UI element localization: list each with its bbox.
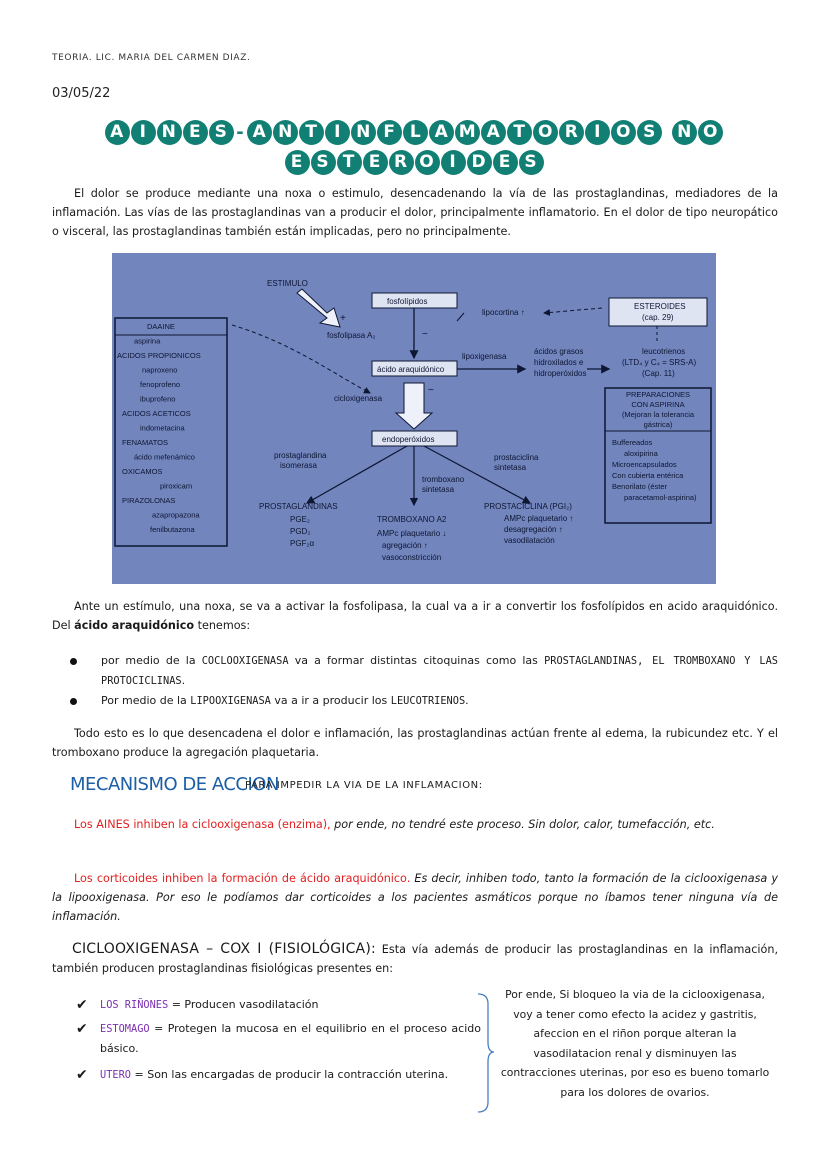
title-letter: S [311, 150, 336, 175]
paragraph-corticoides [52, 869, 778, 926]
fig-left-box-item: PIRAZOLONAS [122, 496, 176, 505]
side-note: Por ende, Si bloqueo la via de la ciclooxigenasa, voy a tener como efecto la acidez y gastritis, afeccion en el riñon porque alteran la vasodilatacion renal y disminuyen las contracciones uterinas, por eso es bueno tomarlo para los dolores de ovarios. [500, 988, 770, 1099]
fig-fosfolipidos: fosfolípidos [387, 297, 428, 306]
fig-left-box-item: DAAINE [147, 322, 175, 331]
author-header: TEORIA. LIC. MARIA DEL CARMEN DIAZ. [52, 53, 251, 63]
title-letter: E [493, 150, 518, 175]
check-item-utero [76, 1065, 481, 1085]
fig-prostac-sint-0: prostaciclina [494, 453, 539, 462]
prostaglandin-pathway-figure [112, 253, 716, 584]
fig-right-box-item: Benorilato (éster [612, 482, 668, 491]
title-letter: D [467, 150, 492, 175]
para2-text-a: Ante un estímulo, una noxa, se va a activar la fosfolipasa, la cual va a ir a convertir los fosfolípidos en acido araquidónico. Del [52, 600, 778, 632]
title-letter: F [377, 120, 402, 145]
title-letter: S [637, 120, 662, 145]
fig-prostac-effect-2: vasodilatación [504, 536, 555, 545]
fig-left-box-item: OXICAMOS [122, 467, 163, 476]
cox1-text: Esta vía además de producir las prostaglandinas en la inflamación, también producen prostaglandinas fisiológicas presentes en: [52, 943, 779, 975]
cortic-red: Los corticoides inhiben la formación de ácido araquidónico. [74, 872, 411, 885]
title-letter: I [325, 120, 350, 145]
fig-plus: + [340, 313, 346, 324]
bullet2-d: LEUCOTRIENOS [390, 695, 466, 707]
bullet1-b: COCLOOXIGENASA [201, 655, 289, 667]
bullet-item-lipooxigenasa [70, 691, 778, 711]
fig-tromb-sint-0: tromboxano [422, 475, 465, 484]
bullet1-e: , EL [637, 655, 674, 667]
check-icon: ✔ [76, 997, 88, 1013]
fig-prostac-effect-0: AMPc plaquetario ↑ [504, 514, 574, 523]
bullet2-c: va a ir a producir los [270, 694, 391, 707]
fig-pg-isomerasa-0: prostaglandina [274, 451, 327, 460]
intro-paragraph: El dolor se produce mediante una noxa o estimulo, desencadenando la vía de las prostaglandinas, mediadores de la inflamación. Las vías de las prostaglandinas van a producir el dolor, principalmente inflamatorio. En el dolor de tipo neuropático o visceral, las prostaglandinas también están implicadas, pero no principalmente. [52, 187, 778, 238]
title-letter: O [611, 120, 636, 145]
bullet1-d: PROSTAGLANDINAS [544, 655, 638, 667]
fig-tromb-effect-1: agregación ↑ [382, 541, 428, 550]
fig-tromb-sint-1: sintetasa [422, 485, 455, 494]
fig-left-box-item: azapropazona [152, 510, 200, 520]
fig-pg-0: PGE₂ [290, 515, 310, 524]
fig-esteroides-cap: (cap. 29) [642, 313, 674, 322]
bullet1-f: TROMBOXANO Y LAS PROTOCICLINAS [101, 655, 778, 687]
fig-minus1: − [422, 329, 428, 340]
title-letter: T [337, 150, 362, 175]
date: 03/05/22 [52, 86, 111, 101]
paragraph-cox1 [52, 940, 778, 978]
fig-right-box-item: Buffereados [612, 438, 653, 447]
brace-icon [474, 992, 496, 1114]
title-letter: T [299, 120, 324, 145]
fig-fosfolipasa: fosfolipasa A₂ [327, 331, 376, 340]
fig-acidos-grasos-1: hidroxilados e [534, 358, 584, 367]
paragraph-araquidonico [52, 597, 778, 635]
fig-left-box-item: ACIDOS ACETICOS [122, 409, 191, 418]
fig-left-box-item: naproxeno [142, 365, 178, 375]
title-letter: O [533, 120, 558, 145]
fig-right-box-title: (Mejoran la tolerancia [621, 410, 695, 419]
title-word-esteroides [284, 146, 544, 175]
bullet1-g: . [181, 674, 186, 687]
bullet-dot [70, 698, 77, 705]
check-icon: ✔ [76, 1067, 88, 1083]
title-letter: M [455, 120, 480, 145]
check2-text: = Protegen la mucosa en el equilibrio en el proceso acido básico. [100, 1022, 481, 1055]
fig-endo: endoperóxidos [382, 435, 435, 444]
aines-rest: por ende, no tendré este proceso. Sin dolor, calor, tumefacción, etc. [330, 818, 715, 831]
fig-acido: ácido araquidónico [377, 365, 445, 374]
fig-prostac-effect-1: desagregación ↑ [504, 525, 563, 534]
title-letter: R [389, 150, 414, 175]
check-icon: ✔ [76, 1021, 88, 1037]
bullet2-b: LIPOOXIGENASA [190, 695, 271, 707]
mecanismo-heading: MECANISMO DE ACCION [70, 774, 279, 795]
check1-label: LOS RIÑONES [100, 999, 169, 1011]
fig-pg-2: PGF₂α [290, 539, 315, 548]
fig-acidos-grasos-2: hidroperóxidos [534, 369, 587, 378]
fig-prostaglandinas: PROSTAGLANDINAS [259, 502, 338, 511]
fig-left-box-item: fenoprofeno [140, 380, 181, 389]
title-letter: S [209, 120, 234, 145]
title-letter: N [672, 120, 697, 145]
title-letter: I [441, 150, 466, 175]
mecanismo-subheading: PARA IMPEDIR LA VIA DE LA INFLAMACION: [245, 780, 483, 791]
title-letter: E [183, 120, 208, 145]
bullet1-c: va a formar distintas citoquinas como las [288, 654, 545, 667]
aines-red: Los AINES inhiben la ciclooxigenasa (enzima), [74, 818, 331, 831]
title-letter: L [403, 120, 428, 145]
fig-tromboxano: TROMBOXANO A2 [377, 515, 447, 524]
title-letter: T [507, 120, 532, 145]
fig-lipocortina: lipocortina ↑ [482, 308, 525, 317]
check3-text: = Son las encargadas de producir la contracción uterina. [131, 1068, 449, 1081]
title-letter: A [105, 120, 130, 145]
fig-right-box-item: Microencapsulados [612, 460, 677, 469]
fig-right-box-title: CON ASPIRINA [631, 400, 685, 409]
fig-pg-isomerasa-1: isomerasa [280, 461, 317, 470]
fig-pg-1: PGD₂ [290, 527, 311, 536]
check2-label: ESTOMAGO [100, 1023, 150, 1035]
para2-bold: ácido araquidónico [74, 619, 195, 632]
check1-text: = Producen vasodilatación [168, 998, 319, 1011]
fig-leucotrienos-1: (LTD₄ y C₄ = SRS-A) [622, 358, 697, 367]
fig-right-box-item: aloxipirina [624, 449, 658, 458]
cortic-rest: Es decir, inhiben todo, tanto la formación de la ciclooxigenasa y la lipooxigenasa. Por eso le podíamos dar corticoides a los pacientes asmáticos porque no íbamos tener ninguna vía de inflamación. [52, 872, 778, 923]
fig-leucotrienos-2: (Cap. 11) [642, 369, 675, 378]
title-letter: I [131, 120, 156, 145]
bullet2-a: Por medio de la [101, 694, 191, 707]
check-item-rinones [76, 995, 481, 1015]
fig-estimulo: ESTIMULO [267, 279, 308, 288]
fig-left-box-item: fenilbutazona [150, 525, 195, 534]
bullet1-a: por medio de la [101, 654, 202, 667]
paragraph-desencadena: Todo esto es lo que desencadena el dolor e inflamación, las prostaglandinas actúan frente al edema, la rubicundez etc. Y el tromboxano produce la agregación plaquetaria. [52, 727, 778, 759]
fig-right-box-title: PREPARACIONES [625, 390, 691, 399]
title-letter: N [157, 120, 182, 145]
fig-left-box-item: ACIDOS PROPIONICOS [117, 351, 201, 360]
fig-leucotrienos-0: leucotrienos [642, 347, 686, 356]
title-letter: E [363, 150, 388, 175]
fig-lipoxigenasa: lipoxigenasa [462, 352, 507, 361]
fig-acidos-grasos-0: ácidos grasos [534, 347, 584, 356]
title-letter: R [559, 120, 584, 145]
fig-left-box-item: aspirina [134, 336, 161, 346]
title-separator: - [236, 121, 245, 143]
fig-ciclo: cicloxigenasa [334, 394, 383, 403]
fig-left-box-item: ibuprofeno [140, 394, 176, 404]
bullet-item-ciclooxigenasa [70, 651, 778, 691]
title-letter: E [285, 150, 310, 175]
title-letter: O [698, 120, 723, 145]
cox1-heading: CICLOOXIGENASA – COX I (FISIOLÓGICA): [72, 941, 376, 957]
check-item-estomago [76, 1019, 481, 1059]
fig-left-box-item: FENAMATOS [122, 438, 168, 447]
check3-label: UTERO [100, 1069, 131, 1081]
title-word-aines [104, 116, 234, 145]
fig-right-box-item: paracetamol-aspirina) [624, 493, 697, 502]
title-letter: N [273, 120, 298, 145]
page-title [60, 116, 768, 145]
page-title-line2 [60, 146, 768, 175]
title-letter: O [415, 150, 440, 175]
fig-esteroides: ESTEROIDES [634, 302, 686, 311]
fig-left-box-item: piroxicam [160, 481, 193, 491]
title-letter: I [585, 120, 610, 145]
title-letter: S [519, 150, 544, 175]
fig-tromb-effect-2: vasoconstricción [382, 553, 442, 562]
fig-minus2: − [428, 385, 434, 396]
fig-tromb-effect-0: AMPc plaquetario ↓ [377, 529, 447, 538]
title-letter: A [247, 120, 272, 145]
title-word-antinflamatorios [247, 116, 724, 145]
fig-left-box-item: ácido mefenámico [134, 452, 195, 462]
bullet2-e: . [465, 694, 469, 707]
fig-prostaciclina: PROSTACICLINA (PGI₂) [484, 502, 572, 511]
fig-prostac-sint-1: sintetasa [494, 463, 527, 472]
title-letter: N [351, 120, 376, 145]
title-letter: A [481, 120, 506, 145]
title-letter: A [429, 120, 454, 145]
bullet-dot [70, 658, 77, 665]
paragraph-aines [52, 815, 778, 834]
fig-right-box-item: Con cubierta entérica [612, 471, 684, 480]
para2-text-b: tenemos: [194, 619, 251, 632]
fig-right-box-title: gástrica) [643, 420, 673, 429]
fig-left-box-item: indometacina [140, 423, 185, 433]
